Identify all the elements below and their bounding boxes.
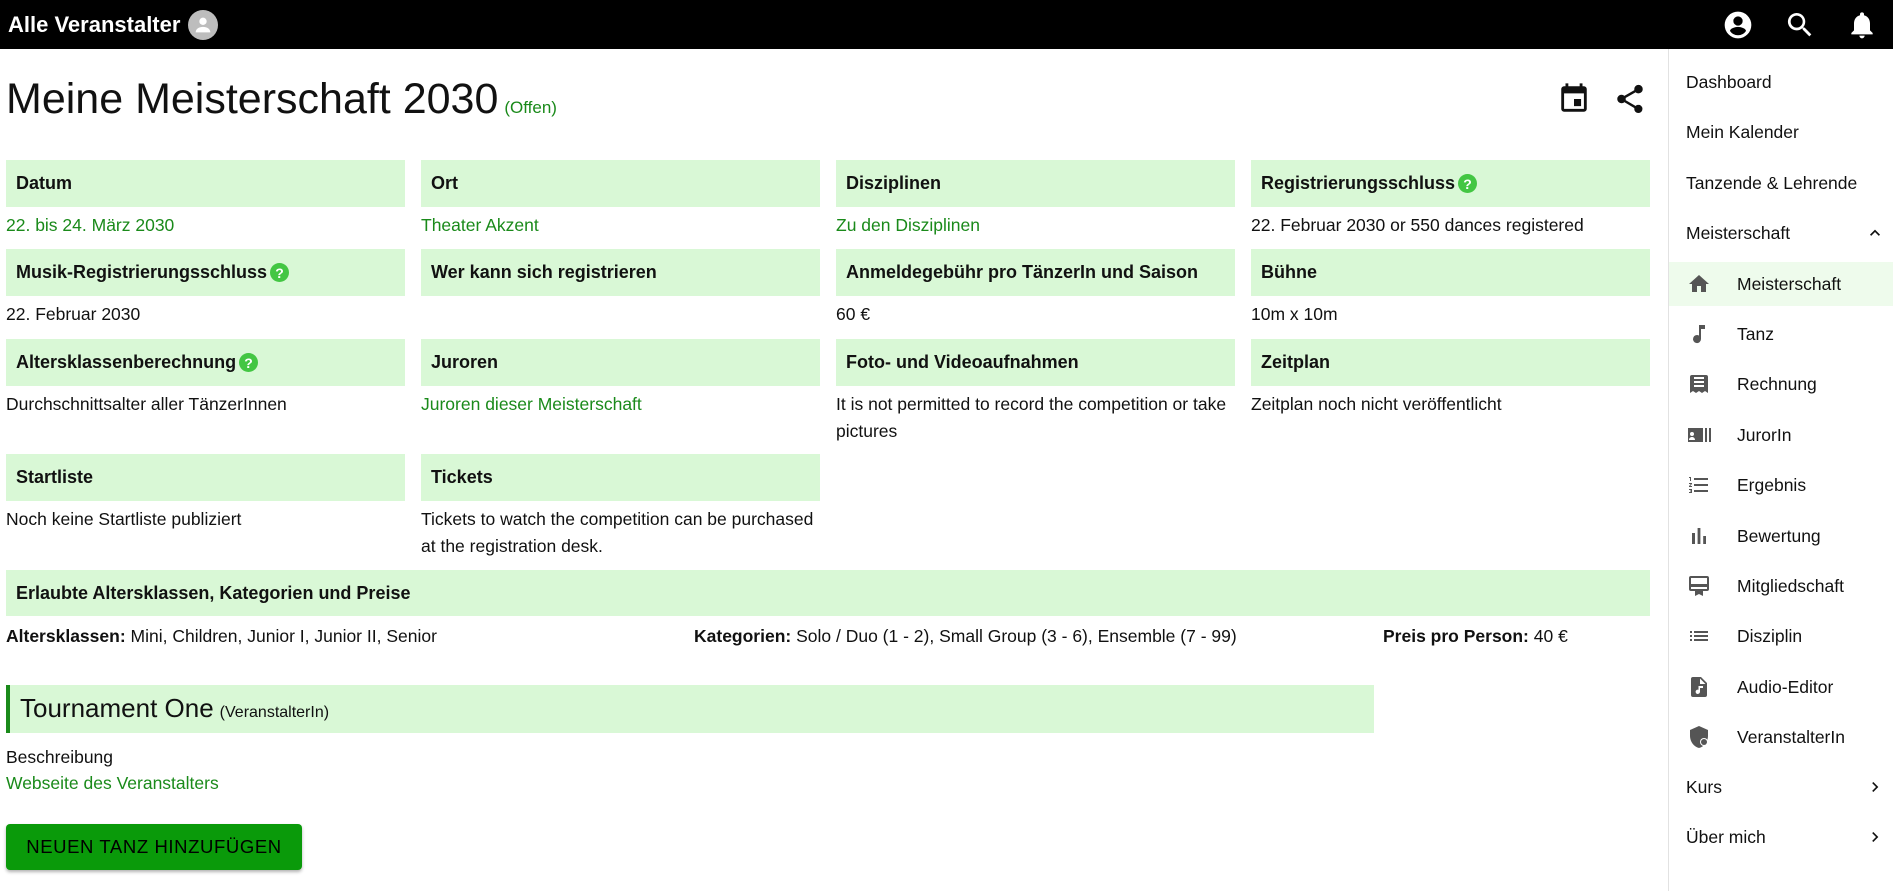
judges-link[interactable]: Juroren dieser Meisterschaft <box>421 394 642 414</box>
top-bar <box>0 0 1893 49</box>
sidebar-section-meisterschaft[interactable] <box>1669 211 1893 255</box>
disciplines-link[interactable]: Zu den Disziplinen <box>836 215 980 235</box>
detail-label: Musik-Registrierungsschluss <box>16 262 268 282</box>
sidebar-item-meisterschaft[interactable] <box>1669 262 1893 306</box>
detail-label: Zeitplan <box>1251 339 1650 386</box>
sidebar-item-kalender[interactable] <box>1669 110 1893 154</box>
sidebar-item-label: Meisterschaft <box>1737 273 1842 294</box>
detail-label: Disziplinen <box>836 160 1235 207</box>
list-icon <box>1685 622 1713 650</box>
detail-disziplinen <box>836 160 1235 239</box>
organizer-role: (VeranstalterIn) <box>219 704 330 721</box>
detail-startliste <box>6 454 405 533</box>
categories-label: Kategorien: <box>694 626 792 646</box>
detail-wer-kann-sich-registrieren <box>421 249 820 301</box>
detail-value: 60 € <box>836 304 871 324</box>
numbered-list-icon <box>1685 471 1713 499</box>
detail-datum <box>6 160 405 239</box>
detail-value: Durchschnittsalter aller TänzerInnen <box>6 394 287 414</box>
calendar-icon[interactable] <box>1556 81 1592 117</box>
categories-header: Erlaubte Altersklassen, Kategorien und Preise <box>6 570 1650 616</box>
home-icon <box>1685 270 1713 298</box>
detail-label: Juroren <box>421 339 820 386</box>
sidebar-item-label: Mein Kalender <box>1686 121 1799 142</box>
sidebar-item-label: Bewertung <box>1737 525 1821 546</box>
sidebar-item-kurs[interactable] <box>1669 765 1893 809</box>
detail-value: It is not permitted to record the competition or take pictures <box>836 394 1227 441</box>
help-icon[interactable]: ? <box>270 263 289 282</box>
sidebar-item-label: VeranstalterIn <box>1737 726 1845 747</box>
sidebar-item-mitgliedschaft[interactable] <box>1669 564 1893 608</box>
id-card-icon <box>1685 421 1713 449</box>
help-icon[interactable]: ? <box>239 353 258 372</box>
detail-foto-video <box>836 339 1235 445</box>
date-link[interactable]: 22. bis 24. März 2030 <box>6 215 175 235</box>
chevron-right-icon <box>1864 826 1886 848</box>
organizer-name: Tournament One <box>20 693 214 723</box>
detail-altersklassenberechnung <box>6 339 405 418</box>
share-icon[interactable] <box>1612 81 1648 117</box>
sidebar-item-label: JurorIn <box>1737 424 1792 445</box>
sidebar-item-label: Kurs <box>1686 776 1722 797</box>
detail-value: Noch keine Startliste publiziert <box>6 509 242 529</box>
detail-label: Tickets <box>421 454 820 501</box>
detail-registrierungsschluss <box>1251 160 1650 239</box>
detail-label: Startliste <box>6 454 405 501</box>
organizer-description: Beschreibung <box>6 747 114 767</box>
sidebar-item-label: Tanzende & Lehrende <box>1686 172 1858 193</box>
page-title: Meine Meisterschaft 2030 <box>6 75 499 123</box>
age-classes <box>6 626 437 647</box>
brand-label: Alle Veranstalter <box>8 11 181 37</box>
music-note-icon <box>1685 320 1713 348</box>
categories-value: Solo / Duo (1 - 2), Small Group (3 - 6), Ensemble (7 - 99) <box>796 626 1237 646</box>
detail-anmeldegebuehr <box>836 249 1235 328</box>
price-value: 40 € <box>1533 626 1568 646</box>
sidebar-item-label: Tanz <box>1737 323 1774 344</box>
add-dance-button[interactable]: NEUEN TANZ HINZUFÜGEN <box>6 824 302 870</box>
detail-label: Datum <box>6 160 405 207</box>
detail-label: Anmeldegebühr pro TänzerIn und Saison <box>836 249 1235 296</box>
detail-label: Wer kann sich registrieren <box>421 249 820 296</box>
account-circle-icon[interactable] <box>1721 8 1755 42</box>
venue-link[interactable]: Theater Akzent <box>421 215 539 235</box>
sidebar-item-bewertung[interactable] <box>1669 514 1893 558</box>
categories-info <box>694 626 1237 647</box>
detail-zeitplan <box>1251 339 1650 418</box>
detail-label: Altersklassenberechnung <box>16 352 237 372</box>
audio-file-icon <box>1685 673 1713 701</box>
main-content <box>0 49 1668 891</box>
organizer-header <box>6 685 1374 733</box>
chevron-up-icon <box>1864 222 1886 244</box>
detail-label: Bühne <box>1251 249 1650 296</box>
sidebar-item-disziplin[interactable] <box>1669 614 1893 658</box>
detail-musik-registrierungsschluss <box>6 249 405 328</box>
sidebar-item-label: Mitgliedschaft <box>1737 575 1844 596</box>
shield-icon <box>1685 723 1713 751</box>
detail-value: Tickets to watch the competition can be purchased at the registration desk. <box>421 509 814 556</box>
detail-ort <box>421 160 820 239</box>
sidebar-item-tanzende[interactable] <box>1669 161 1893 205</box>
sidebar-item-label: Disziplin <box>1737 625 1803 646</box>
help-icon[interactable]: ? <box>1458 174 1477 193</box>
detail-juroren <box>421 339 820 418</box>
sidebar-item-label: Audio-Editor <box>1737 676 1834 697</box>
sidebar-item-label: Rechnung <box>1737 373 1817 394</box>
age-classes-label: Altersklassen: <box>6 626 126 646</box>
status-badge: (Offen) <box>504 98 557 117</box>
search-icon[interactable] <box>1783 8 1817 42</box>
sidebar-item-dashboard[interactable] <box>1669 60 1893 104</box>
detail-label: Registrierungsschluss <box>1261 173 1456 193</box>
detail-value: Zeitplan noch nicht veröffentlicht <box>1251 394 1502 414</box>
sidebar-item-label: Ergebnis <box>1737 474 1807 495</box>
detail-buehne <box>1251 249 1650 328</box>
sidebar-item-label: Dashboard <box>1686 71 1772 92</box>
bell-icon[interactable] <box>1845 8 1879 42</box>
avatar <box>188 10 218 40</box>
detail-tickets <box>421 454 820 560</box>
age-classes-value: Mini, Children, Junior I, Junior II, Senior <box>130 626 437 646</box>
price-info <box>1383 626 1568 647</box>
card-membership-icon <box>1685 572 1713 600</box>
sidebar <box>1668 49 1893 891</box>
sidebar-item-rechnung[interactable] <box>1669 362 1893 406</box>
page-header <box>6 75 557 124</box>
detail-value: 22. Februar 2030 or 550 dances registered <box>1251 215 1584 235</box>
detail-label: Foto- und Videoaufnahmen <box>836 339 1235 386</box>
detail-label: Ort <box>421 160 820 207</box>
price-label: Preis pro Person: <box>1383 626 1529 646</box>
sidebar-item-veranstalterin[interactable] <box>1669 715 1893 759</box>
sidebar-item-ueber-mich[interactable] <box>1669 815 1893 859</box>
organizer-website-link[interactable]: Webseite des Veranstalters <box>6 773 219 793</box>
receipt-icon <box>1685 370 1713 398</box>
bar-chart-icon <box>1685 522 1713 550</box>
sidebar-item-audio-editor[interactable] <box>1669 665 1893 709</box>
sidebar-item-tanz[interactable] <box>1669 312 1893 356</box>
sidebar-item-label: Meisterschaft <box>1686 222 1791 243</box>
detail-value: 10m x 10m <box>1251 304 1338 324</box>
organizer-switcher[interactable] <box>8 10 218 40</box>
sidebar-item-ergebnis[interactable] <box>1669 463 1893 507</box>
sidebar-item-jurorin[interactable] <box>1669 413 1893 457</box>
detail-value: 22. Februar 2030 <box>6 304 141 324</box>
chevron-right-icon <box>1864 776 1886 798</box>
sidebar-item-label: Über mich <box>1686 826 1766 847</box>
